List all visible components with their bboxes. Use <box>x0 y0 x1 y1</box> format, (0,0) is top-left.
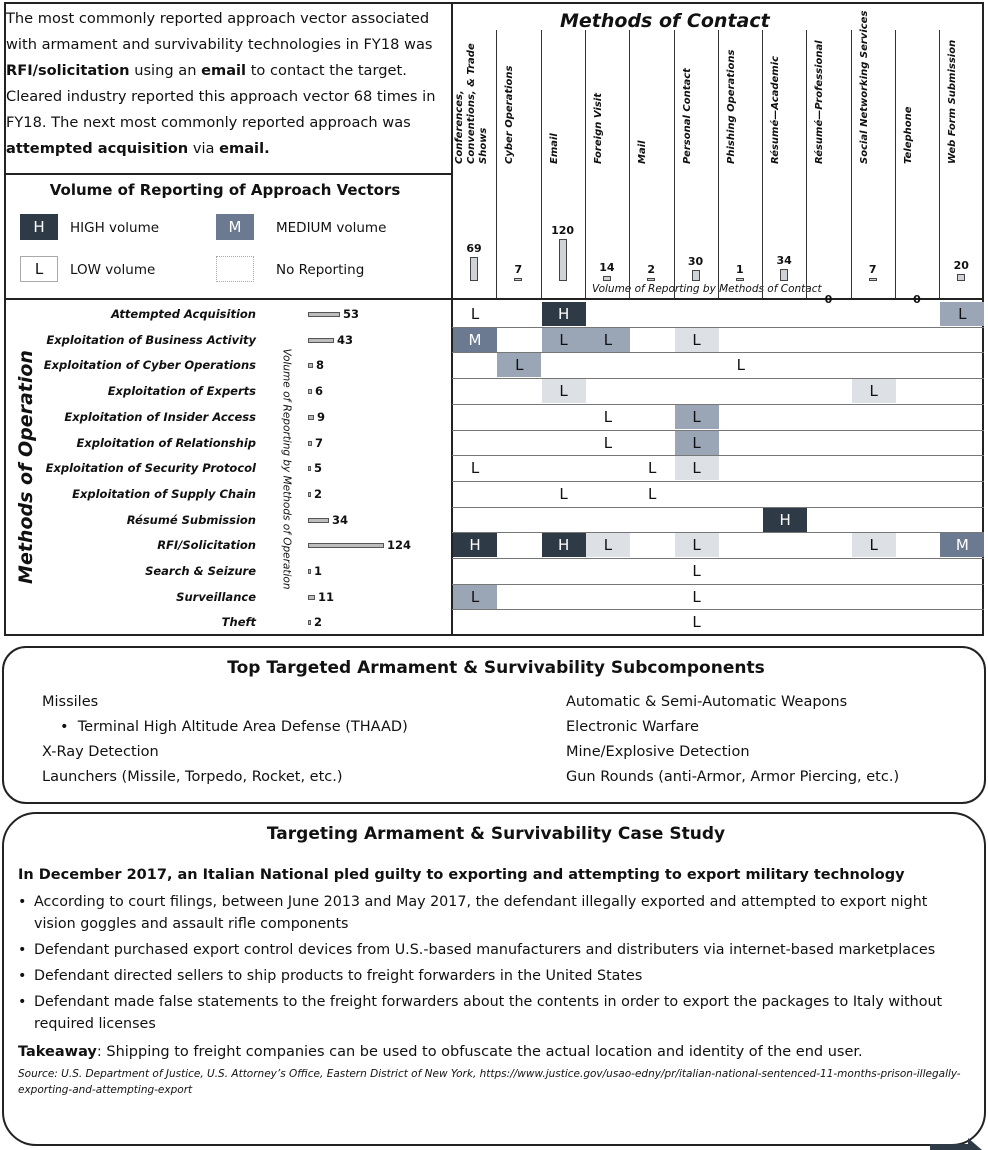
subcomponent-left-1-text: Terminal High Altitude Area Defense (THAAD) <box>77 719 408 735</box>
column-header-email: Email <box>548 133 560 164</box>
bullet-icon: • <box>18 994 27 1010</box>
column-divider <box>674 30 675 298</box>
case-study-headline: In December 2017, an Italian National pled guilty to exporting and attempting to export military technology <box>18 867 905 883</box>
row-axis-title <box>8 300 44 634</box>
subcomponent-left-0: Missiles <box>42 694 99 710</box>
subcomponent-left-1 <box>60 719 408 735</box>
row-bar-axis-text: Volume of Reporting by Methods of Operation <box>281 348 293 590</box>
legend-high-label: HIGH volume <box>70 220 160 236</box>
takeaway-label: Takeaway <box>18 1044 97 1060</box>
row-label-search-seizure: Search & Seizure <box>145 564 256 578</box>
legend-medium-swatch: M <box>216 214 254 240</box>
row-volume-value: 124 <box>387 538 412 553</box>
intro-emphasis-rfi: RFI/solicitation <box>6 62 130 79</box>
column-volume-bar <box>869 278 877 281</box>
row-volume-value: 53 <box>343 307 360 321</box>
row-label-exploitation-of-relationship: Exploitation of Relationship <box>76 435 256 450</box>
row-label-exploitation-of-experts: Exploitation of Experts <box>107 384 256 399</box>
case-bullet-1 <box>18 939 968 961</box>
row-label-exploitation-of-security-protocol: Exploitation of Security Protocol <box>45 461 256 476</box>
column-header-r-sum-professional: Résumé—Professional <box>814 40 826 164</box>
row-volume-value: 43 <box>337 332 354 347</box>
row-divider <box>452 481 984 482</box>
heatmap-cell: H <box>763 508 807 532</box>
intro-emphasis-email-2: email. <box>219 140 270 157</box>
heatmap-cell: H <box>542 533 586 557</box>
column-volume-bar <box>736 278 744 281</box>
heatmap-cell: L <box>675 328 719 352</box>
source-citation: Source: U.S. Department of Justice, U.S. Attorney’s Office, Eastern District of New York, https://www.justice.gov/usao-edny/pr/italian-national-sentenced-11-months-prison-illegally-exporting-and-attempting-export <box>18 1068 961 1096</box>
column-divider <box>762 30 763 298</box>
column-volume-value: 30 <box>687 255 704 268</box>
heatmap-cell: L <box>542 328 586 352</box>
row-volume-bar <box>308 492 311 497</box>
row-label-exploitation-of-business-activity: Exploitation of Business Activity <box>46 332 256 347</box>
column-volume-value: 14 <box>599 261 615 274</box>
column-volume-value: 7 <box>514 263 523 276</box>
column-divider <box>541 30 542 298</box>
bullet-icon: • <box>18 968 27 984</box>
column-divider <box>851 30 852 298</box>
intro-divider <box>4 173 452 175</box>
row-divider <box>452 507 984 508</box>
row-volume-bar <box>308 543 384 548</box>
column-header-foreign-visit: Foreign Visit <box>592 93 604 164</box>
column-header-web-form-submission: Web Form Submission <box>947 39 959 164</box>
row-volume-bar <box>308 312 340 317</box>
heatmap-cell: L <box>675 405 719 429</box>
row-volume-value: 1 <box>314 564 323 578</box>
bullet-icon: • <box>18 942 27 958</box>
heatmap-cell: L <box>675 431 719 455</box>
column-volume-value: 2 <box>647 263 656 276</box>
subcomponents-title: Top Targeted Armament & Survivability Subcomponents <box>227 658 765 678</box>
heatmap-cell: L <box>586 533 630 557</box>
column-volume-value: 0 <box>913 293 921 306</box>
column-volume-bar <box>514 278 522 281</box>
heatmap-cell: L <box>542 482 586 506</box>
heatmap-cell: H <box>542 302 586 326</box>
subcomponents-panel <box>2 646 986 804</box>
legend-low-label: LOW volume <box>70 262 156 278</box>
row-label-surveillance: Surveillance <box>176 589 256 604</box>
row-volume-bar <box>308 595 315 600</box>
column-volume-bar <box>603 276 611 281</box>
subcomponent-left-3: Launchers (Missile, Torpedo, Rocket, etc.) <box>42 769 343 785</box>
case-bullet-text: Defendant made false statements to the freight forwarders about the contents in order to export the packages to Italy without required licenses <box>34 994 943 1032</box>
intro-emphasis-email: email <box>201 62 247 79</box>
chart-title: Methods of Contact <box>560 10 770 32</box>
legend-none-swatch <box>216 256 254 282</box>
case-bullet-text: Defendant directed sellers to ship products to freight forwarders in the United States <box>34 968 643 984</box>
column-volume-value: 20 <box>953 259 969 272</box>
heatmap-cell: L <box>453 456 497 480</box>
column-header-cyber-operations: Cyber Operations <box>504 65 516 164</box>
heatmap-cell: L <box>586 431 630 455</box>
column-volume-bar <box>559 239 567 281</box>
column-volume-bar <box>647 278 655 281</box>
intro-text <box>6 6 446 162</box>
row-label-exploitation-of-cyber-operations: Exploitation of Cyber Operations <box>43 358 256 373</box>
case-bullet-text: According to court filings, between June 2013 and May 2017, the defendant illegally exported and attempted to export night vision goggles and assault rifle components <box>34 894 928 932</box>
heatmap-cell: L <box>453 302 497 326</box>
heatmap-cell: L <box>586 405 630 429</box>
case-bullet-2 <box>18 965 968 987</box>
row-label-exploitation-of-insider-access: Exploitation of Insider Access <box>64 409 256 424</box>
takeaway-text: : Shipping to freight companies can be used to obfuscate the actual location and identity of the end user. <box>96 1044 863 1060</box>
heatmap-cell: L <box>675 610 719 634</box>
legend-low-swatch: L <box>20 256 58 282</box>
takeaway <box>18 1044 863 1060</box>
heatmap-cell: L <box>940 302 984 326</box>
heatmap-cell: M <box>940 533 984 557</box>
heatmap-cell: L <box>675 559 719 583</box>
heatmap-cell: L <box>852 533 896 557</box>
heatmap-cell: L <box>630 482 674 506</box>
row-volume-value: 8 <box>316 358 325 373</box>
column-volume-value: 34 <box>776 254 792 267</box>
bullet-icon: • <box>60 719 78 735</box>
heatmap-cell: L <box>675 585 719 609</box>
subcomponent-right-3: Gun Rounds (anti-Armor, Armor Piercing, etc.) <box>566 769 900 785</box>
column-header-mail: Mail <box>637 140 649 164</box>
case-bullet-0 <box>18 891 968 935</box>
column-header-r-sum-academic: Résumé—Academic <box>770 55 782 164</box>
column-volume-value: 7 <box>868 263 877 276</box>
subcomponent-right-0: Automatic & Semi-Automatic Weapons <box>566 694 848 710</box>
row-volume-bar <box>308 569 311 574</box>
row-divider <box>452 378 984 379</box>
column-axis-label: Volume of Reporting by Methods of Contact <box>592 283 822 295</box>
intro-text-part: using an <box>129 62 202 79</box>
row-volume-value: 11 <box>318 589 335 604</box>
row-label-r-sum-submission: Résumé Submission <box>126 512 256 527</box>
heatmap-cell: L <box>675 456 719 480</box>
row-volume-bar <box>308 338 334 343</box>
legend-high-swatch: H <box>20 214 58 240</box>
column-divider <box>496 30 497 298</box>
heatmap-cell: H <box>453 533 497 557</box>
row-bar-axis-label <box>276 310 298 628</box>
row-volume-bar <box>308 415 314 420</box>
heatmap-cell: L <box>453 585 497 609</box>
heatmap-cell: M <box>453 328 497 352</box>
column-volume-value: 1 <box>735 263 744 276</box>
column-volume-bar <box>957 274 965 281</box>
row-volume-bar <box>308 441 312 446</box>
row-volume-value: 5 <box>314 461 323 476</box>
column-divider <box>895 30 896 298</box>
case-study-title: Targeting Armament & Survivability Case Study <box>266 824 726 844</box>
column-divider <box>629 30 630 298</box>
intro-text-part: to contact the target. Cleared industry reported this approach vector 68 times in FY18. The next most commonly reported approach was <box>6 62 436 131</box>
row-volume-value: 2 <box>314 615 323 630</box>
heatmap-cell: L <box>852 379 896 403</box>
row-volume-value: 9 <box>317 409 326 424</box>
column-divider <box>939 30 940 298</box>
column-volume-bar <box>470 257 478 281</box>
legend-medium-label: MEDIUM volume <box>276 220 387 236</box>
row-volume-value: 7 <box>315 435 324 450</box>
column-header-personal-contact: Personal Contact <box>681 68 693 164</box>
legend-none-label: No Reporting <box>276 262 365 278</box>
row-label-exploitation-of-supply-chain: Exploitation of Supply Chain <box>72 486 256 501</box>
column-volume-bar <box>780 269 788 281</box>
row-volume-bar <box>308 389 312 394</box>
heatmap-cell: L <box>719 353 763 377</box>
intro-text-part: via <box>188 140 220 157</box>
heatmap-cell: L <box>586 328 630 352</box>
heatmap-cell: L <box>497 353 541 377</box>
case-study-panel <box>2 812 986 1146</box>
row-volume-value: 2 <box>314 486 323 501</box>
subcomponent-right-1: Electronic Warfare <box>566 719 699 735</box>
legend-title: Volume of Reporting of Approach Vectors <box>49 181 401 199</box>
column-divider <box>585 30 586 298</box>
row-label-rfi-solicitation: RFI/Solicitation <box>157 538 256 553</box>
column-volume-value: 69 <box>466 242 482 255</box>
column-header-telephone: Telephone <box>903 106 914 164</box>
heatmap-cell: L <box>630 456 674 480</box>
column-header-social-networking-services: Social Networking Services <box>858 10 870 164</box>
column-header-phishing-operations: Phishing Operations <box>725 49 737 164</box>
column-divider <box>806 30 807 298</box>
row-volume-bar <box>308 620 311 625</box>
row-label-attempted-acquisition: Attempted Acquisition <box>111 307 256 321</box>
case-bullet-3 <box>18 991 968 1035</box>
intro-text-part: The most commonly reported approach vector associated with armament and survivability technologies in FY18 was <box>6 10 433 53</box>
case-bullet-text: Defendant purchased export control devices from U.S.-based manufacturers and distributers via internet-based marketplaces <box>34 942 936 958</box>
heatmap-cell: L <box>542 379 586 403</box>
column-volume-value: 0 <box>824 293 833 306</box>
intro-emphasis-acquisition: attempted acquisition <box>6 140 189 157</box>
column-volume-bar <box>692 270 700 281</box>
subcomponent-right-2: Mine/Explosive Detection <box>566 744 750 760</box>
row-volume-value: 34 <box>332 512 349 527</box>
bullet-icon: • <box>18 894 27 910</box>
row-volume-value: 6 <box>315 384 324 399</box>
column-divider <box>718 30 719 298</box>
subcomponent-left-2: X-Ray Detection <box>42 744 159 760</box>
row-axis-title-text: Methods of Operation <box>15 350 38 584</box>
next-page-arrow-icon <box>930 1138 982 1150</box>
heatmap-cell: L <box>675 533 719 557</box>
row-volume-bar <box>308 466 311 471</box>
row-volume-bar <box>308 518 329 523</box>
column-header-conferences-conventions-trade-shows: Conferences, Conventions, & Trade Shows <box>454 43 489 164</box>
row-volume-bar <box>308 363 313 368</box>
column-volume-value: 120 <box>551 224 575 237</box>
row-label-theft: Theft <box>221 615 256 630</box>
